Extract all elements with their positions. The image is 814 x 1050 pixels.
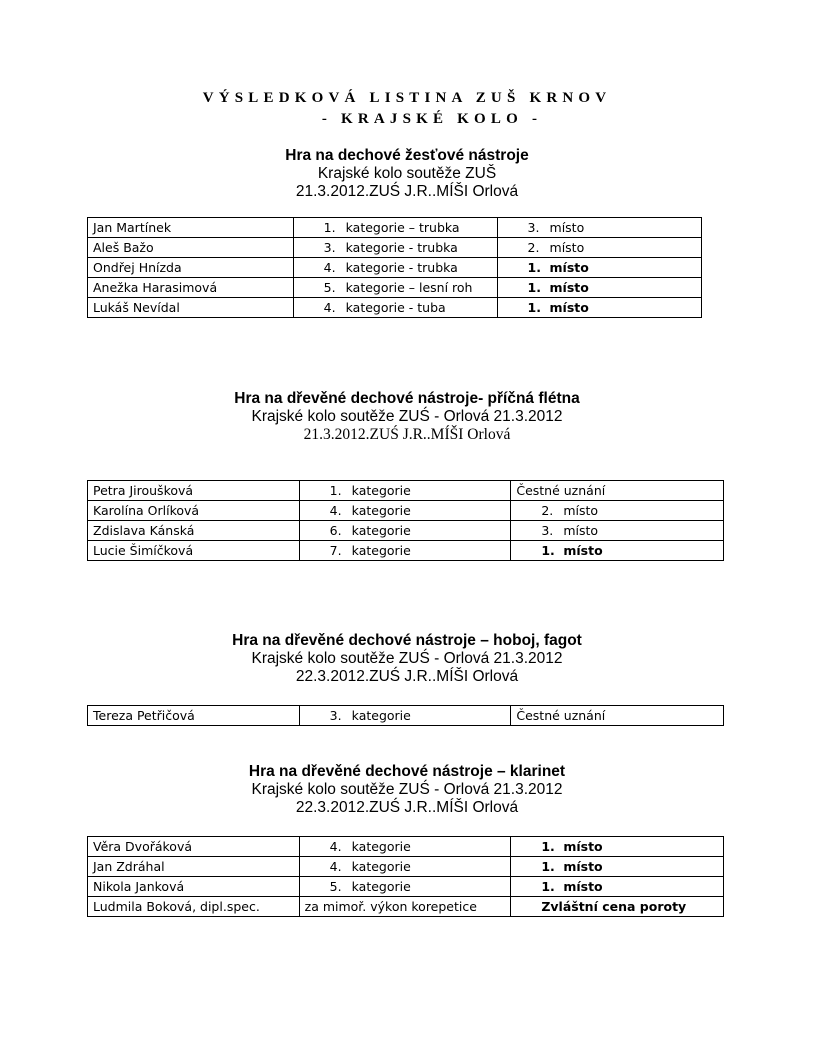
placement-cell <box>511 857 724 877</box>
results-table-clarinet <box>87 836 724 917</box>
participant-name: Tereza Petřičová <box>88 706 300 726</box>
table-row <box>88 501 724 521</box>
placement-label: místo <box>563 879 603 894</box>
participant-name: Lucie Šimíčková <box>88 541 300 561</box>
placement-number: 1. <box>527 280 541 295</box>
category-label: kategorie – trubka <box>345 220 460 235</box>
participant-name: Jan Martínek <box>88 218 294 238</box>
category-cell <box>299 706 511 726</box>
results-table-flute <box>87 480 724 561</box>
placement-number: 1. <box>541 879 555 894</box>
placement-cell <box>511 521 724 541</box>
section-2-heading-block <box>0 390 814 444</box>
placement-label: místo <box>563 859 603 874</box>
results-table-oboe-bassoon <box>87 705 724 726</box>
category-label: kategorie <box>351 879 411 894</box>
table-row <box>88 298 702 318</box>
placement-cell <box>497 298 701 318</box>
placement-cell <box>511 877 724 897</box>
category-label: kategorie <box>351 483 411 498</box>
participant-name: Nikola Janková <box>88 877 300 897</box>
section-2-heading: Hra na dřevěné dechové nástroje- příčná flétna <box>234 390 580 407</box>
category-number: 1. <box>329 483 342 498</box>
section-3-heading: Hra na dřevěné dechové nástroje – hoboj, fagot <box>232 632 582 649</box>
section-4-heading: Hra na dřevěné dechové nástroje – klarinet <box>248 763 566 780</box>
placement-number: 2. <box>527 240 540 255</box>
category-number: 3. <box>329 708 342 723</box>
category-label: za mimoř. výkon korepetice <box>304 899 477 914</box>
section-2-line1: Krajské kolo soutěže ZUŚ - Orlová 21.3.2012 <box>251 408 563 425</box>
section-3-line1: Krajské kolo soutěže ZUŚ - Orlová 21.3.2012 <box>251 650 563 667</box>
participant-name: Ludmila Boková, dipl.spec. <box>88 897 300 917</box>
placement-label: místo <box>549 240 585 255</box>
placement-label: Čestné uznání <box>516 483 606 498</box>
participant-name: Ondřej Hnízda <box>88 258 294 278</box>
category-number: 4. <box>323 260 336 275</box>
placement-number: 1. <box>527 300 541 315</box>
placement-number: 1. <box>541 859 555 874</box>
category-cell <box>299 541 511 561</box>
placement-label: místo <box>563 503 599 518</box>
category-number: 4. <box>329 839 342 854</box>
category-number: 5. <box>323 280 336 295</box>
section-2-line2: 21.3.2012.ZUŚ J.R..MÍŠI Orlová <box>303 426 511 443</box>
section-4-line2: 22.3.2012.ZUŚ J.R..MÍŠI Orlová <box>295 799 519 816</box>
category-label: kategorie <box>351 839 411 854</box>
section-1-heading-block <box>0 147 814 201</box>
category-label: kategorie <box>351 503 411 518</box>
category-number: 5. <box>329 879 342 894</box>
section-4-line1: Krajské kolo soutěže ZUŚ - Orlová 21.3.2012 <box>251 781 563 798</box>
placement-label: místo <box>549 280 589 295</box>
results-table-brass <box>87 217 702 318</box>
placement-cell <box>511 897 724 917</box>
category-number: 7. <box>329 543 342 558</box>
category-number: 4. <box>323 300 336 315</box>
placement-label: místo <box>563 839 603 854</box>
category-cell <box>299 501 511 521</box>
category-cell <box>293 218 497 238</box>
placement-cell <box>511 541 724 561</box>
table-row <box>88 258 702 278</box>
table-row <box>88 238 702 258</box>
category-cell <box>299 837 511 857</box>
table-row <box>88 481 724 501</box>
table-row <box>88 218 702 238</box>
table-row <box>88 706 724 726</box>
table-row <box>88 837 724 857</box>
section-4-heading-block <box>0 763 814 817</box>
placement-label: Čestné uznání <box>516 708 606 723</box>
placement-cell <box>497 238 701 258</box>
category-label: kategorie - tuba <box>345 300 446 315</box>
section-1-line1: Krajské kolo soutěže ZUŠ <box>317 165 497 182</box>
category-label: kategorie – lesní roh <box>345 280 473 295</box>
category-cell <box>299 897 511 917</box>
category-label: kategorie <box>351 708 411 723</box>
category-label: kategorie <box>351 523 411 538</box>
category-number: 4. <box>329 503 342 518</box>
section-1-line2: 21.3.2012.ZUŚ J.R..MÍŠI Orlová <box>295 183 519 200</box>
placement-cell <box>511 481 724 501</box>
placement-label: místo <box>549 260 589 275</box>
placement-label: místo <box>563 543 603 558</box>
category-cell <box>293 298 497 318</box>
table-row <box>88 278 702 298</box>
category-label: kategorie <box>351 543 411 558</box>
category-cell <box>299 857 511 877</box>
category-number: 1. <box>323 220 336 235</box>
placement-label: místo <box>563 523 599 538</box>
category-cell <box>293 238 497 258</box>
placement-number: 1. <box>541 839 555 854</box>
placement-cell <box>511 501 724 521</box>
category-cell <box>293 258 497 278</box>
placement-label: místo <box>549 300 589 315</box>
table-row <box>88 857 724 877</box>
placement-number: 2. <box>541 503 554 518</box>
participant-name: Anežka Harasimová <box>88 278 294 298</box>
section-1-heading: Hra na dechové žesťové nástroje <box>285 147 529 164</box>
placement-number: 1. <box>527 260 541 275</box>
table-row <box>88 897 724 917</box>
placement-cell <box>497 258 701 278</box>
category-label: kategorie <box>351 859 411 874</box>
placement-cell <box>511 706 724 726</box>
category-cell <box>293 278 497 298</box>
placement-label: místo <box>549 220 585 235</box>
participant-name: Jan Zdráhal <box>88 857 300 877</box>
placement-number: 3. <box>527 220 540 235</box>
placement-number: 1. <box>541 543 555 558</box>
category-cell <box>299 521 511 541</box>
category-label: kategorie - trubka <box>345 240 458 255</box>
section-3-heading-block <box>0 632 814 686</box>
category-number: 3. <box>323 240 336 255</box>
category-number: 6. <box>329 523 342 538</box>
placement-cell <box>511 837 724 857</box>
table-row <box>88 521 724 541</box>
placement-number: 3. <box>541 523 554 538</box>
participant-name: Aleš Bažo <box>88 238 294 258</box>
document-title: VÝSLEDKOVÁ LISTINA ZUŠ KRNOV <box>202 90 612 106</box>
category-cell <box>299 877 511 897</box>
placement-cell <box>497 218 701 238</box>
table-row <box>88 541 724 561</box>
category-label: kategorie - trubka <box>345 260 458 275</box>
category-number: 4. <box>329 859 342 874</box>
participant-name: Věra Dvořáková <box>88 837 300 857</box>
table-row <box>88 877 724 897</box>
participant-name: Zdislava Kánská <box>88 521 300 541</box>
participant-name: Petra Jiroušková <box>88 481 300 501</box>
document-subtitle: - KRAJSKÉ KOLO - <box>321 111 543 127</box>
category-cell <box>299 481 511 501</box>
placement-label: Zvláštní cena poroty <box>541 899 687 914</box>
section-3-line2: 22.3.2012.ZUŚ J.R..MÍŠI Orlová <box>295 668 519 685</box>
placement-cell <box>497 278 701 298</box>
participant-name: Karolína Orlíková <box>88 501 300 521</box>
participant-name: Lukáš Nevídal <box>88 298 294 318</box>
